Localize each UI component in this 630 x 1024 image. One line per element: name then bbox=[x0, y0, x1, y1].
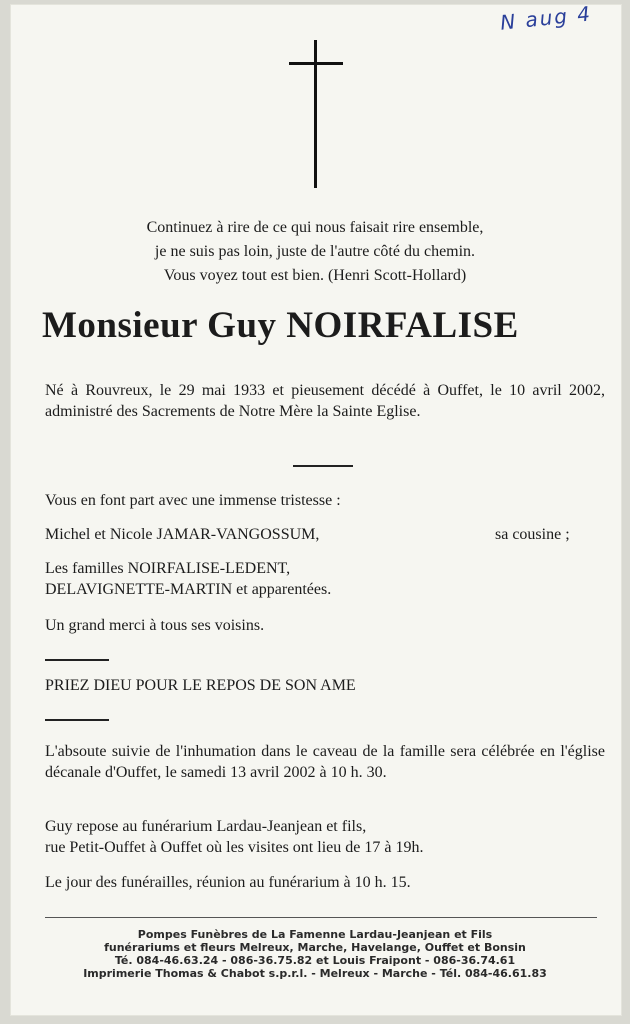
thanks-text: Un grand merci à tous ses voisins. bbox=[45, 617, 265, 634]
family-relation: sa cousine ; bbox=[495, 526, 570, 543]
family-name: Michel et Nicole JAMAR-VANGOSSUM, bbox=[45, 526, 320, 543]
separator bbox=[293, 465, 353, 467]
funeral-day-text: Le jour des funérailles, réunion au funérarium à 10 h. 15. bbox=[45, 874, 411, 891]
footer-line: Té. 084-46.63.24 - 086-36.75.82 et Louis Fraipont - 086-36.74.61 bbox=[114, 954, 516, 967]
handwritten-note: N aug 4 bbox=[498, 1, 594, 35]
deceased-name: Monsieur Guy NOIRFALISE bbox=[42, 305, 519, 346]
prayer-text: PRIEZ DIEU POUR LE REPOS DE SON AME bbox=[45, 677, 356, 694]
footer-rule bbox=[45, 917, 597, 918]
family-name: DELAVIGNETTE-MARTIN et apparentées. bbox=[45, 581, 332, 598]
rest-text: Guy repose au funérarium Lardau-Jeanjean et fils, bbox=[45, 818, 367, 835]
separator bbox=[45, 719, 109, 721]
footer-line: Pompes Funèbres de La Famenne Lardau-Jeanjean et Fils bbox=[137, 928, 493, 941]
footer-line: funérariums et fleurs Melreux, Marche, Havelange, Ouffet et Bonsin bbox=[104, 941, 526, 954]
quote-line: Continuez à rire de ce qui nous faisait rire ensemble, bbox=[146, 219, 484, 236]
announce-text: Vous en font part avec une immense tristesse : bbox=[45, 492, 341, 509]
rest-text: rue Petit-Ouffet à Ouffet où les visites ont lieu de 17 à 19h. bbox=[45, 839, 424, 856]
ceremony-text: L'absoute suivie de l'inhumation dans le caveau de la famille sera célébrée en l'église décanale d'Ouffet, le samedi 13 avril 2002 à 10 h. 30. bbox=[45, 743, 605, 781]
birth-death-text: Né à Rouvreux, le 29 mai 1933 et pieusement décédé à Ouffet, le 10 avril 2002, administré des Sacrements de Notre Mère la Sainte Eglise. bbox=[45, 382, 605, 420]
quote-line: Vous voyez tout est bien. (Henri Scott-Hollard) bbox=[163, 267, 467, 284]
separator bbox=[45, 659, 109, 661]
quote-line: je ne suis pas loin, juste de l'autre côté du chemin. bbox=[154, 243, 476, 260]
family-name: Les familles NOIRFALISE-LEDENT, bbox=[45, 560, 291, 577]
footer-line: Imprimerie Thomas & Chabot s.p.r.l. - Melreux - Marche - Tél. 084-46.61.83 bbox=[83, 967, 547, 980]
